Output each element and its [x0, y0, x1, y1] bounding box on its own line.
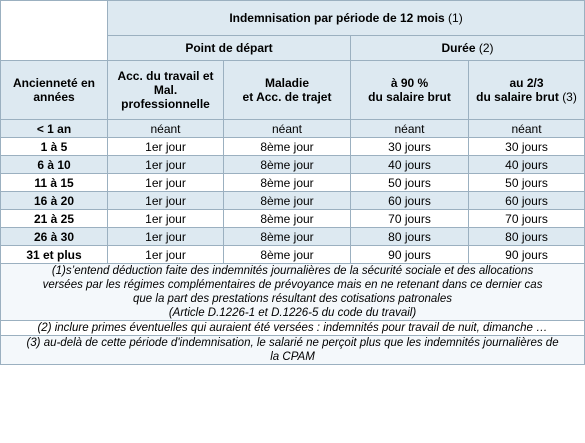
cell-maladie: 8ème jour	[224, 138, 351, 156]
cell-maladie: 8ème jour	[224, 246, 351, 264]
cell-maladie: 8ème jour	[224, 192, 351, 210]
table-title-note: (1)	[448, 11, 463, 25]
point-depart-header: Point de départ	[108, 36, 351, 61]
cell-a23: 80 jours	[469, 228, 585, 246]
cell-a90: 90 jours	[351, 246, 469, 264]
footnote-1-line-2: versées par les régimes complémentaires de prévoyance mais en ne retenant dans ce dernier cas	[42, 279, 543, 291]
cell-a23: 30 jours	[469, 138, 585, 156]
col-header-anciennete-l1: Ancienneté en	[12, 76, 96, 90]
cell-acc-travail: 1er jour	[108, 246, 224, 264]
col-header-a23-l1: au 2/3	[509, 76, 544, 90]
cell-a23: 40 jours	[469, 156, 585, 174]
footnote-1	[1, 264, 585, 321]
table-row	[1, 120, 585, 138]
cell-a23: 70 jours	[469, 210, 585, 228]
col-header-a23-l2	[469, 90, 584, 104]
cell-a23: néant	[469, 120, 585, 138]
col-header-anciennete-l2: années	[33, 90, 75, 104]
col-header-a90	[351, 61, 469, 120]
cell-maladie: 8ème jour	[224, 228, 351, 246]
table-row	[1, 174, 585, 192]
cell-a90: 40 jours	[351, 156, 469, 174]
table-row	[1, 156, 585, 174]
cell-maladie: 8ème jour	[224, 156, 351, 174]
footnote-3-line-2: la CPAM	[270, 351, 315, 363]
cell-a23: 90 jours	[469, 246, 585, 264]
footnote-3-row	[1, 336, 585, 365]
table-row	[1, 138, 585, 156]
cell-anciennete: 1 à 5	[1, 138, 108, 156]
table-title-text: Indemnisation par période de 12 mois	[229, 11, 445, 25]
duree-header	[351, 36, 585, 61]
cell-maladie: 8ème jour	[224, 210, 351, 228]
col-header-maladie	[224, 61, 351, 120]
cell-maladie: 8ème jour	[224, 174, 351, 192]
col-header-acc-travail-l1: Acc. du travail et	[117, 69, 214, 83]
cell-a90: 80 jours	[351, 228, 469, 246]
footnote-3	[1, 336, 585, 365]
table-title	[108, 1, 585, 36]
duree-header-note: (2)	[478, 41, 494, 55]
cell-acc-travail: 1er jour	[108, 174, 224, 192]
footnote-1-line-4: (Article D.1226-1 et D.1226-5 du code du travail)	[168, 307, 417, 319]
col-header-acc-travail	[108, 61, 224, 120]
col-header-a90-l2: du salaire brut	[368, 90, 451, 104]
cell-a23: 60 jours	[469, 192, 585, 210]
col-header-anciennete	[1, 61, 108, 120]
col-header-a23	[469, 61, 585, 120]
cell-acc-travail: 1er jour	[108, 192, 224, 210]
cell-anciennete: 6 à 10	[1, 156, 108, 174]
cell-acc-travail: 1er jour	[108, 228, 224, 246]
footnote-3-line-1: (3) au-delà de cette période d'indemnisation, le salarié ne perçoit plus que les indemnités journalières de	[26, 337, 559, 349]
cell-acc-travail: 1er jour	[108, 210, 224, 228]
footnote-2-row	[1, 321, 585, 336]
cell-a90: 70 jours	[351, 210, 469, 228]
col-header-maladie-l1: Maladie	[264, 76, 309, 90]
col-header-acc-travail-l3: professionnelle	[121, 97, 210, 111]
blank-corner-cell	[1, 1, 108, 61]
cell-anciennete: 26 à 30	[1, 228, 108, 246]
cell-anciennete: 16 à 20	[1, 192, 108, 210]
cell-a90: 30 jours	[351, 138, 469, 156]
footnote-1-line-3: que la part des prestations résultant des cotisations patronales	[133, 293, 453, 305]
table-row	[1, 192, 585, 210]
table-row	[1, 210, 585, 228]
duree-header-text: Durée	[441, 41, 476, 55]
cell-maladie: néant	[224, 120, 351, 138]
col-header-a23-l2-text: du salaire brut	[476, 90, 559, 104]
footnote-1-line-1: (1)s’entend déduction faite des indemnités journalières de la sécurité sociale et des allocations	[51, 265, 534, 277]
cell-acc-travail: 1er jour	[108, 138, 224, 156]
col-header-a23-note: (3)	[562, 90, 577, 104]
cell-a90: 60 jours	[351, 192, 469, 210]
cell-acc-travail: néant	[108, 120, 224, 138]
cell-a90: néant	[351, 120, 469, 138]
cell-a23: 50 jours	[469, 174, 585, 192]
footnote-2: (2) inclure primes éventuelles qui auraient été versées : indemnités pour travail de nuit, dimanche …	[1, 321, 585, 336]
cell-acc-travail: 1er jour	[108, 156, 224, 174]
cell-a90: 50 jours	[351, 174, 469, 192]
cell-anciennete: 11 à 15	[1, 174, 108, 192]
cell-anciennete: 21 à 25	[1, 210, 108, 228]
col-header-acc-travail-l2: Mal.	[153, 83, 178, 97]
cell-anciennete: 31 et plus	[1, 246, 108, 264]
cell-anciennete: < 1 an	[1, 120, 108, 138]
col-header-a90-l1: à 90 %	[390, 76, 429, 90]
col-header-maladie-l2: et Acc. de trajet	[242, 90, 332, 104]
table-row	[1, 228, 585, 246]
footnote-1-row	[1, 264, 585, 321]
table-row	[1, 246, 585, 264]
